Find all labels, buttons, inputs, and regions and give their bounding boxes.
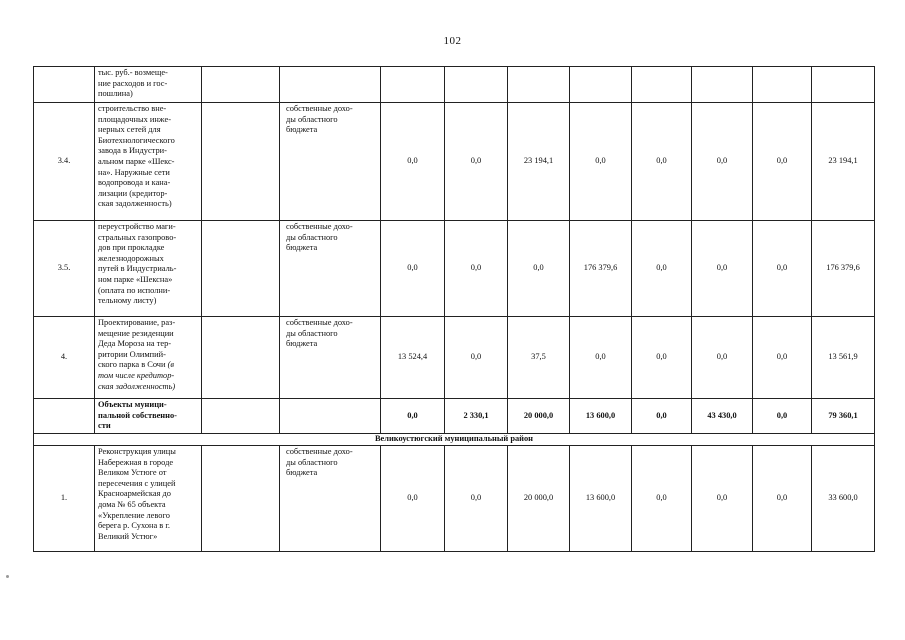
total-value: 0,0 xyxy=(381,399,445,434)
text-line: бюджета xyxy=(286,468,318,478)
text-line: бюджета xyxy=(286,125,318,135)
value-cell: 0,0 xyxy=(753,317,812,399)
text-line: Объекты муници- xyxy=(98,400,167,410)
value-cell: 0,0 xyxy=(692,446,753,552)
value-cell: 13 524,4 xyxy=(381,317,445,399)
value-cell: 176 379,6 xyxy=(812,221,875,317)
text-line: ды областного xyxy=(286,232,338,242)
value-cell: 13 561,9 xyxy=(812,317,875,399)
empty-cell xyxy=(202,67,280,103)
value-cell: 0,0 xyxy=(381,446,445,552)
district-header-row xyxy=(34,434,875,446)
text-line: ская задолженность) xyxy=(98,199,172,209)
object-name xyxy=(95,103,202,221)
value-cell: 0,0 xyxy=(570,103,632,221)
value-cell: 0,0 xyxy=(445,317,508,399)
empty-cell xyxy=(202,446,280,552)
text-line: Набережная в городе xyxy=(98,457,174,467)
funding-source xyxy=(280,317,381,399)
value-cell: 0,0 xyxy=(753,446,812,552)
value-cell: 0,0 xyxy=(632,221,692,317)
table-row xyxy=(34,221,875,317)
empty-cell xyxy=(202,221,280,317)
table-row xyxy=(34,67,875,103)
row-number: 3.4. xyxy=(34,103,95,221)
text-line: Реконструкция улицы xyxy=(98,447,176,456)
text-line: Деда Мороза на тер- xyxy=(98,339,172,349)
text-line: лизации (кредитор- xyxy=(98,188,168,198)
page-number: 102 xyxy=(443,35,462,47)
total-value: 0,0 xyxy=(753,399,812,434)
object-name xyxy=(95,317,202,399)
text-line: пошлина) xyxy=(98,89,133,99)
value-cell: 20 000,0 xyxy=(508,446,570,552)
value-cell: 23 194,1 xyxy=(812,103,875,221)
text-line: нерных сетей для xyxy=(98,125,161,135)
value-cell: 0,0 xyxy=(508,221,570,317)
value-cell: 0,0 xyxy=(692,221,753,317)
text-line: дов при прокладке xyxy=(98,243,165,253)
text-line: ние расходов и гос- xyxy=(98,78,168,88)
text-line: пересечения с улицей xyxy=(98,478,176,488)
value-cell xyxy=(445,67,508,103)
value-cell: 0,0 xyxy=(753,103,812,221)
text-line: Биотехнологического xyxy=(98,135,175,145)
text-line: переустройство маги- xyxy=(98,222,176,231)
table-row xyxy=(34,446,875,552)
text-line: строительство вне- xyxy=(98,104,167,113)
text-line: на». Наружные сети xyxy=(98,167,170,177)
value-cell: 37,5 xyxy=(508,317,570,399)
value-cell: 176 379,6 xyxy=(570,221,632,317)
text-line: путей в Индустриаль- xyxy=(98,264,177,274)
text-line: водопровода и кана- xyxy=(98,178,171,188)
text-line: тельному листу) xyxy=(98,296,157,306)
text-line: Проектирование, раз- xyxy=(98,318,176,327)
value-cell: 0,0 xyxy=(445,103,508,221)
total-value: 0,0 xyxy=(632,399,692,434)
value-cell xyxy=(508,67,570,103)
table-row xyxy=(34,317,875,399)
value-cell: 13 600,0 xyxy=(570,446,632,552)
table-row xyxy=(34,103,875,221)
object-name xyxy=(95,221,202,317)
value-cell xyxy=(381,67,445,103)
text-line: дома № 65 объекта xyxy=(98,499,166,509)
district-header: Великоустюгский муниципальный район xyxy=(34,434,875,446)
text-line: берега р. Сухона в г. xyxy=(98,521,170,531)
row-number xyxy=(34,67,95,103)
value-cell: 0,0 xyxy=(632,103,692,221)
object-name xyxy=(95,446,202,552)
total-value: 13 600,0 xyxy=(570,399,632,434)
row-number: 4. xyxy=(34,317,95,399)
text-line: Красноармейская до xyxy=(98,489,171,499)
value-cell: 0,0 xyxy=(753,221,812,317)
value-cell: 23 194,1 xyxy=(508,103,570,221)
total-value: 2 330,1 xyxy=(445,399,508,434)
text-line: Великом Устюге от xyxy=(98,468,167,478)
total-row xyxy=(34,399,875,434)
financing-table xyxy=(33,66,875,552)
text-line: бюджета xyxy=(286,339,318,349)
text-line: площадочных инже- xyxy=(98,114,171,124)
text-line: тыс. руб.- возмеще- xyxy=(98,68,168,77)
row-number: 1. xyxy=(34,446,95,552)
funding-source xyxy=(280,103,381,221)
text-line: альном парке «Шекс- xyxy=(98,156,175,166)
text-line: мещение резиденции xyxy=(98,328,174,338)
text-line: ды областного xyxy=(286,114,338,124)
value-cell: 0,0 xyxy=(692,103,753,221)
value-cell: 0,0 xyxy=(632,317,692,399)
text-line: ном парке «Шексна» xyxy=(98,274,173,284)
total-value: 79 360,1 xyxy=(812,399,875,434)
empty-cell xyxy=(202,103,280,221)
value-cell xyxy=(570,67,632,103)
text-line: сти xyxy=(98,421,111,431)
row-number xyxy=(34,399,95,434)
text-line: пальной собственно- xyxy=(98,410,177,420)
total-value: 43 430,0 xyxy=(692,399,753,434)
text-line: ритории Олимпий- xyxy=(98,349,166,359)
value-cell xyxy=(632,67,692,103)
name-italic-line: (в xyxy=(167,360,175,370)
text-line: бюджета xyxy=(286,243,318,253)
value-cell xyxy=(753,67,812,103)
value-cell xyxy=(812,67,875,103)
text-line: собственные дохо- xyxy=(286,104,353,113)
text-line: «Укрепление левого xyxy=(98,510,170,520)
name-italic-line: том числе кредитор- xyxy=(98,370,175,380)
total-name xyxy=(95,399,202,434)
funding-source xyxy=(280,221,381,317)
value-cell: 0,0 xyxy=(445,446,508,552)
empty-cell xyxy=(280,399,381,434)
value-cell: 0,0 xyxy=(381,103,445,221)
text-line: собственные дохо- xyxy=(286,447,353,456)
funding-source xyxy=(280,67,381,103)
value-cell: 0,0 xyxy=(632,446,692,552)
text-line: (оплата по исполни- xyxy=(98,285,171,295)
text-line: собственные дохо- xyxy=(286,222,353,231)
value-cell: 0,0 xyxy=(445,221,508,317)
empty-cell xyxy=(202,399,280,434)
value-cell xyxy=(692,67,753,103)
table-body xyxy=(34,67,875,552)
text-line: ского парка в Сочи xyxy=(98,360,166,370)
text-line: ды областного xyxy=(286,457,338,467)
scan-mark xyxy=(6,575,9,578)
text-line: стральных газопрово- xyxy=(98,232,177,242)
value-cell: 0,0 xyxy=(692,317,753,399)
name-italic-line: ская задолженность) xyxy=(98,381,176,391)
total-value: 20 000,0 xyxy=(508,399,570,434)
text-line: собственные дохо- xyxy=(286,318,353,327)
object-name xyxy=(95,67,202,103)
funding-source xyxy=(280,446,381,552)
empty-cell xyxy=(202,317,280,399)
row-number: 3.5. xyxy=(34,221,95,317)
text-line: железнодорожных xyxy=(98,253,164,263)
text-line: Великий Устюг» xyxy=(98,531,158,541)
text-line: завода в Индустри- xyxy=(98,146,167,156)
value-cell: 0,0 xyxy=(381,221,445,317)
value-cell: 0,0 xyxy=(570,317,632,399)
text-line: ды областного xyxy=(286,328,338,338)
value-cell: 33 600,0 xyxy=(812,446,875,552)
